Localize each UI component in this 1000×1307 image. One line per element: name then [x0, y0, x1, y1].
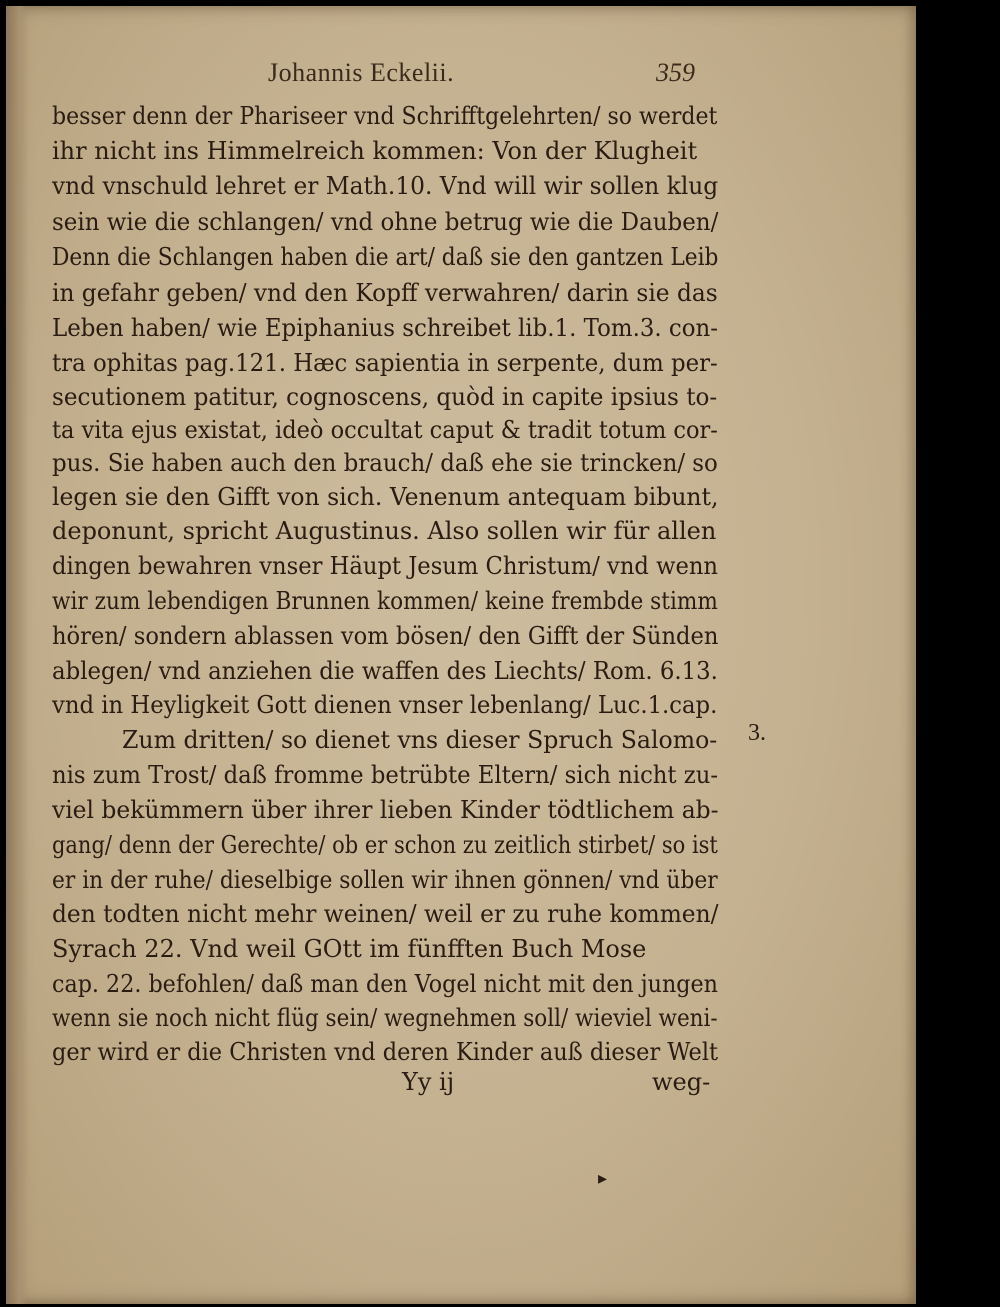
- text-line: tra ophitas pag.121. Hæc sapientia in serpente, dum per-: [52, 349, 718, 377]
- text-line: ablegen/ vnd anziehen die waffen des Liechts/ Rom. 6.13.: [52, 657, 718, 685]
- running-head: Johannis Eckelii.: [268, 58, 455, 87]
- ornament-icon: ▸: [598, 1168, 608, 1189]
- text-line: vnd vnschuld lehret er Math.10. Vnd will wir sollen klug: [52, 172, 719, 200]
- text-line: nis zum Trost/ daß fromme betrübte Eltern/ sich nicht zu-: [52, 761, 719, 789]
- text-line: deponunt, spricht Augustinus. Also sollen wir für allen: [52, 517, 717, 545]
- text-line: ta vita ejus existat, ideò occultat caput & tradit totum cor-: [52, 416, 718, 444]
- text-line: er in der ruhe/ dieselbige sollen wir ihnen gönnen/ vnd über: [52, 866, 718, 894]
- text-line: legen sie den Gifft von sich. Venenum antequam bibunt,: [52, 483, 719, 511]
- text-line: vnd in Heyligkeit Gott dienen vnser lebenlang/ Luc.1.cap.: [52, 691, 718, 719]
- paragraph-start-line: Zum dritten/ so dienet vns dieser Spruch Salomo-: [122, 726, 718, 754]
- page-number: 359: [656, 58, 695, 87]
- text-line: sein wie die schlangen/ vnd ohne betrug wie die Dauben/: [52, 208, 719, 236]
- text-line: dingen bewahren vnser Häupt Jesum Christum/ vnd wenn: [52, 552, 719, 580]
- text-line: ihr nicht ins Himmelreich kommen: Von der Klugheit: [52, 137, 698, 165]
- text-line: in gefahr geben/ vnd den Kopff verwahren/ darin sie das: [52, 279, 718, 307]
- text-line: den todten nicht mehr weinen/ weil er zu ruhe kommen/: [52, 900, 719, 928]
- text-line: Leben haben/ wie Epiphanius schreibet lib.1. Tom.3. con-: [52, 314, 718, 342]
- text-line: pus. Sie haben auch den brauch/ daß ehe sie trincken/ so: [52, 449, 718, 477]
- text-line: Denn die Schlangen haben die art/ daß sie den gantzen Leib: [52, 243, 719, 271]
- page-gutter: [6, 6, 28, 1304]
- text-line: besser denn der Phariseer vnd Schrifftgelehrten/ so werdet: [52, 102, 718, 130]
- text-line: wir zum lebendigen Brunnen kommen/ keine frembde stimm: [52, 587, 718, 615]
- signature-mark: Yy ij: [402, 1068, 455, 1096]
- text-line: viel bekümmern über ihrer lieben Kinder tödtlichem ab-: [52, 796, 719, 824]
- text-line: hören/ sondern ablassen vom bösen/ den Gifft der Sünden: [52, 622, 719, 650]
- text-line: wenn sie noch nicht flüg sein/ wegnehmen soll/ wieviel weni-: [52, 1004, 718, 1032]
- text-line: cap. 22. befohlen/ daß man den Vogel nicht mit den jungen: [52, 970, 718, 998]
- catchword: weg-: [652, 1068, 711, 1096]
- text-line: secutionem patitur, cognoscens, quòd in capite ipsius to-: [52, 383, 718, 411]
- margin-note: 3.: [748, 720, 766, 746]
- text-line: Syrach 22. Vnd weil GOtt im fünfften Buch Mose: [52, 935, 647, 963]
- text-line: gang/ denn der Gerechte/ ob er schon zu zeitlich stirbet/ so ist: [52, 831, 718, 859]
- text-line: ger wird er die Christen vnd deren Kinder auß dieser Welt: [52, 1038, 719, 1066]
